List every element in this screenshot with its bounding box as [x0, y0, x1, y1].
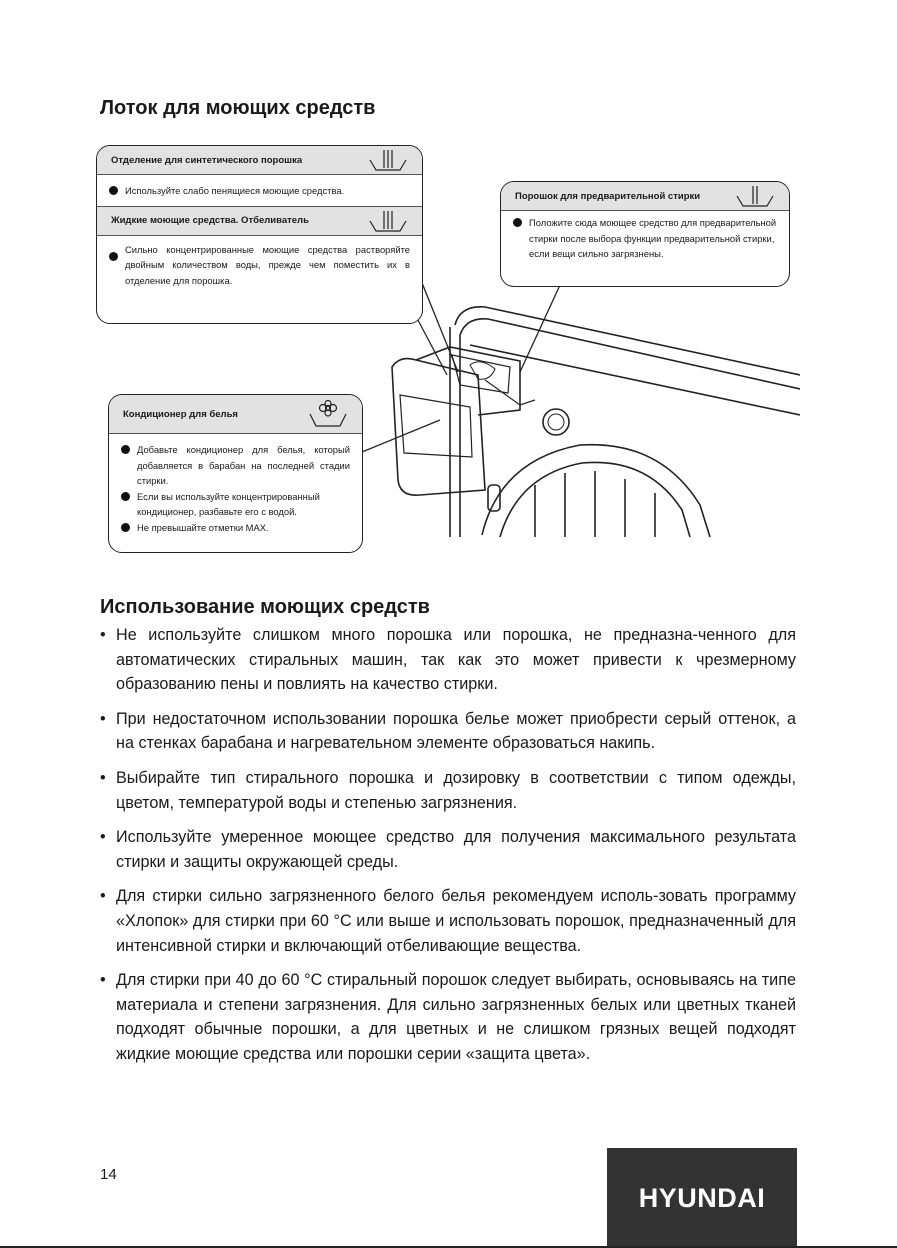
- softener-item-2: Если вы используйте концентрированный кондиционер, разбавьте его с водой.: [137, 490, 320, 517]
- softener-item-1: Добавьте кондиционер для белья, который добавляется в барабан на последней стадии стирки.: [137, 444, 350, 486]
- list-item: • Не используйте слишком много порошка или порошка, не предназна-ченного для автоматических стиральных машин, так как это может привести к чрезмерному образованию пены и повлиять на качество стирки.: [100, 623, 796, 697]
- synthetic-compartment-header: [97, 146, 422, 175]
- usage-bullet-list: [100, 623, 796, 1077]
- softener-compartment-header: [109, 395, 362, 434]
- softener-compartment-title: Кондиционер для белья: [123, 408, 238, 420]
- brand-logo: HYUNDAI: [607, 1148, 797, 1248]
- list-item: • При недостаточном использовании порошка белье может приобрести серый оттенок, а на стенках барабана и нагревательном элементе образоваться накипь.: [100, 707, 796, 756]
- list-item: • Для стирки сильно загрязненного белого белья рекомендуем исполь-зовать программу «Хлопок» для стирки при 60 °С или выше и использовать порошок, предназначенный для интенсивной стирки и включающий отбеливающие вещества.: [100, 884, 796, 958]
- bullet-dot: [121, 523, 130, 532]
- softener-item-3: Не превышайте отметки MAX.: [137, 521, 269, 533]
- compartment-II-icon: [368, 209, 408, 233]
- usage-bullet-text: При недостаточном использовании порошка белье может приобрести серый оттенок, а на стенках барабана и нагревательном элементе образоваться накипь.: [116, 709, 796, 753]
- tray-section-title: Лоток для моющих средств: [100, 97, 376, 119]
- usage-bullet-text: Выбирайте тип стирального порошка и дозировку в соответствии с типом одежды, цветом, температурой воды и степенью загрязнения.: [116, 768, 796, 812]
- prewash-compartment-header: [501, 182, 789, 211]
- usage-bullet-text: Для стирки сильно загрязненного белого белья рекомендуем исполь-зовать программу «Хлопок» для стирки при 60 °С или выше и использовать порошок, предназначенный для интенсивной стирки и включающий отбеливающие вещества.: [116, 887, 796, 955]
- usage-bullet-text: Не используйте слишком много порошка или порошка, не предназна-ченного для автоматических стиральных машин, так как это может привести к чрезмерному образованию пены и повлиять на качество стирки.: [116, 626, 796, 694]
- liquid-detergent-item: Сильно концентрированные моющие средства растворяйте двойным количеством воды, прежде чем поместить их в отделение для порошка.: [125, 243, 410, 286]
- liquid-detergent-title: Жидкие моющие средства. Отбеливатель: [111, 215, 309, 226]
- page-number: 14: [100, 1166, 117, 1183]
- synthetic-item: Используйте слабо пенящиеся моющие средства.: [125, 185, 345, 196]
- synthetic-compartment-box: [96, 145, 423, 324]
- prewash-compartment-box: [500, 181, 790, 287]
- bullet-dot: [121, 445, 130, 454]
- usage-section-title: Использование моющих средств: [100, 596, 430, 618]
- bullet-dot: [513, 218, 522, 227]
- compartment-I-icon: [735, 184, 775, 208]
- list-item: • Для стирки при 40 до 60 °С стиральный порошок следует выбирать, основываясь на типе материала и степени загрязнения. Для сильно загрязненных белых или цветных тканей подходят обычные порошки, а для цветных и не слишком грязных вещей подходят жидкие моющие средства или порошки серии «защита цвета».: [100, 968, 796, 1066]
- bullet-dot: [109, 252, 118, 261]
- bullet-dot: [109, 186, 118, 195]
- synthetic-compartment-title: Отделение для синтетического порошка: [111, 154, 303, 166]
- prewash-compartment-title: Порошок для предварительной стирки: [515, 190, 701, 202]
- list-item: • Выбирайте тип стирального порошка и дозировку в соответствии с типом одежды, цветом, температурой воды и степенью загрязнения.: [100, 766, 796, 815]
- softener-compartment-box: [108, 394, 363, 553]
- bullet-dot: [121, 492, 130, 501]
- liquid-detergent-header: [97, 206, 422, 236]
- prewash-item: Положите сюда моющее средство для предварительной стирки после выбора функции предварительной стирки, если вещи сильно загрязнены.: [529, 217, 777, 259]
- usage-bullet-text: Используйте умеренное моющее средство для получения максимального результата стирки и защиты окружающей среды.: [116, 828, 796, 871]
- list-item: • Используйте умеренное моющее средство для получения максимального результата стирки и защиты окружающей среды.: [100, 825, 796, 874]
- flower-icon: [308, 400, 348, 428]
- usage-bullet-text: Для стирки при 40 до 60 °С стиральный порошок следует выбирать, основываясь на типе материала и степени загрязнения. Для сильно загрязненных белых или цветных тканей подходят обычные порошки, а для цветных и не слишком грязных вещей подходят жидкие моющие средства или порошки серии «защита цвета».: [116, 971, 796, 1063]
- compartment-II-icon: [368, 148, 408, 172]
